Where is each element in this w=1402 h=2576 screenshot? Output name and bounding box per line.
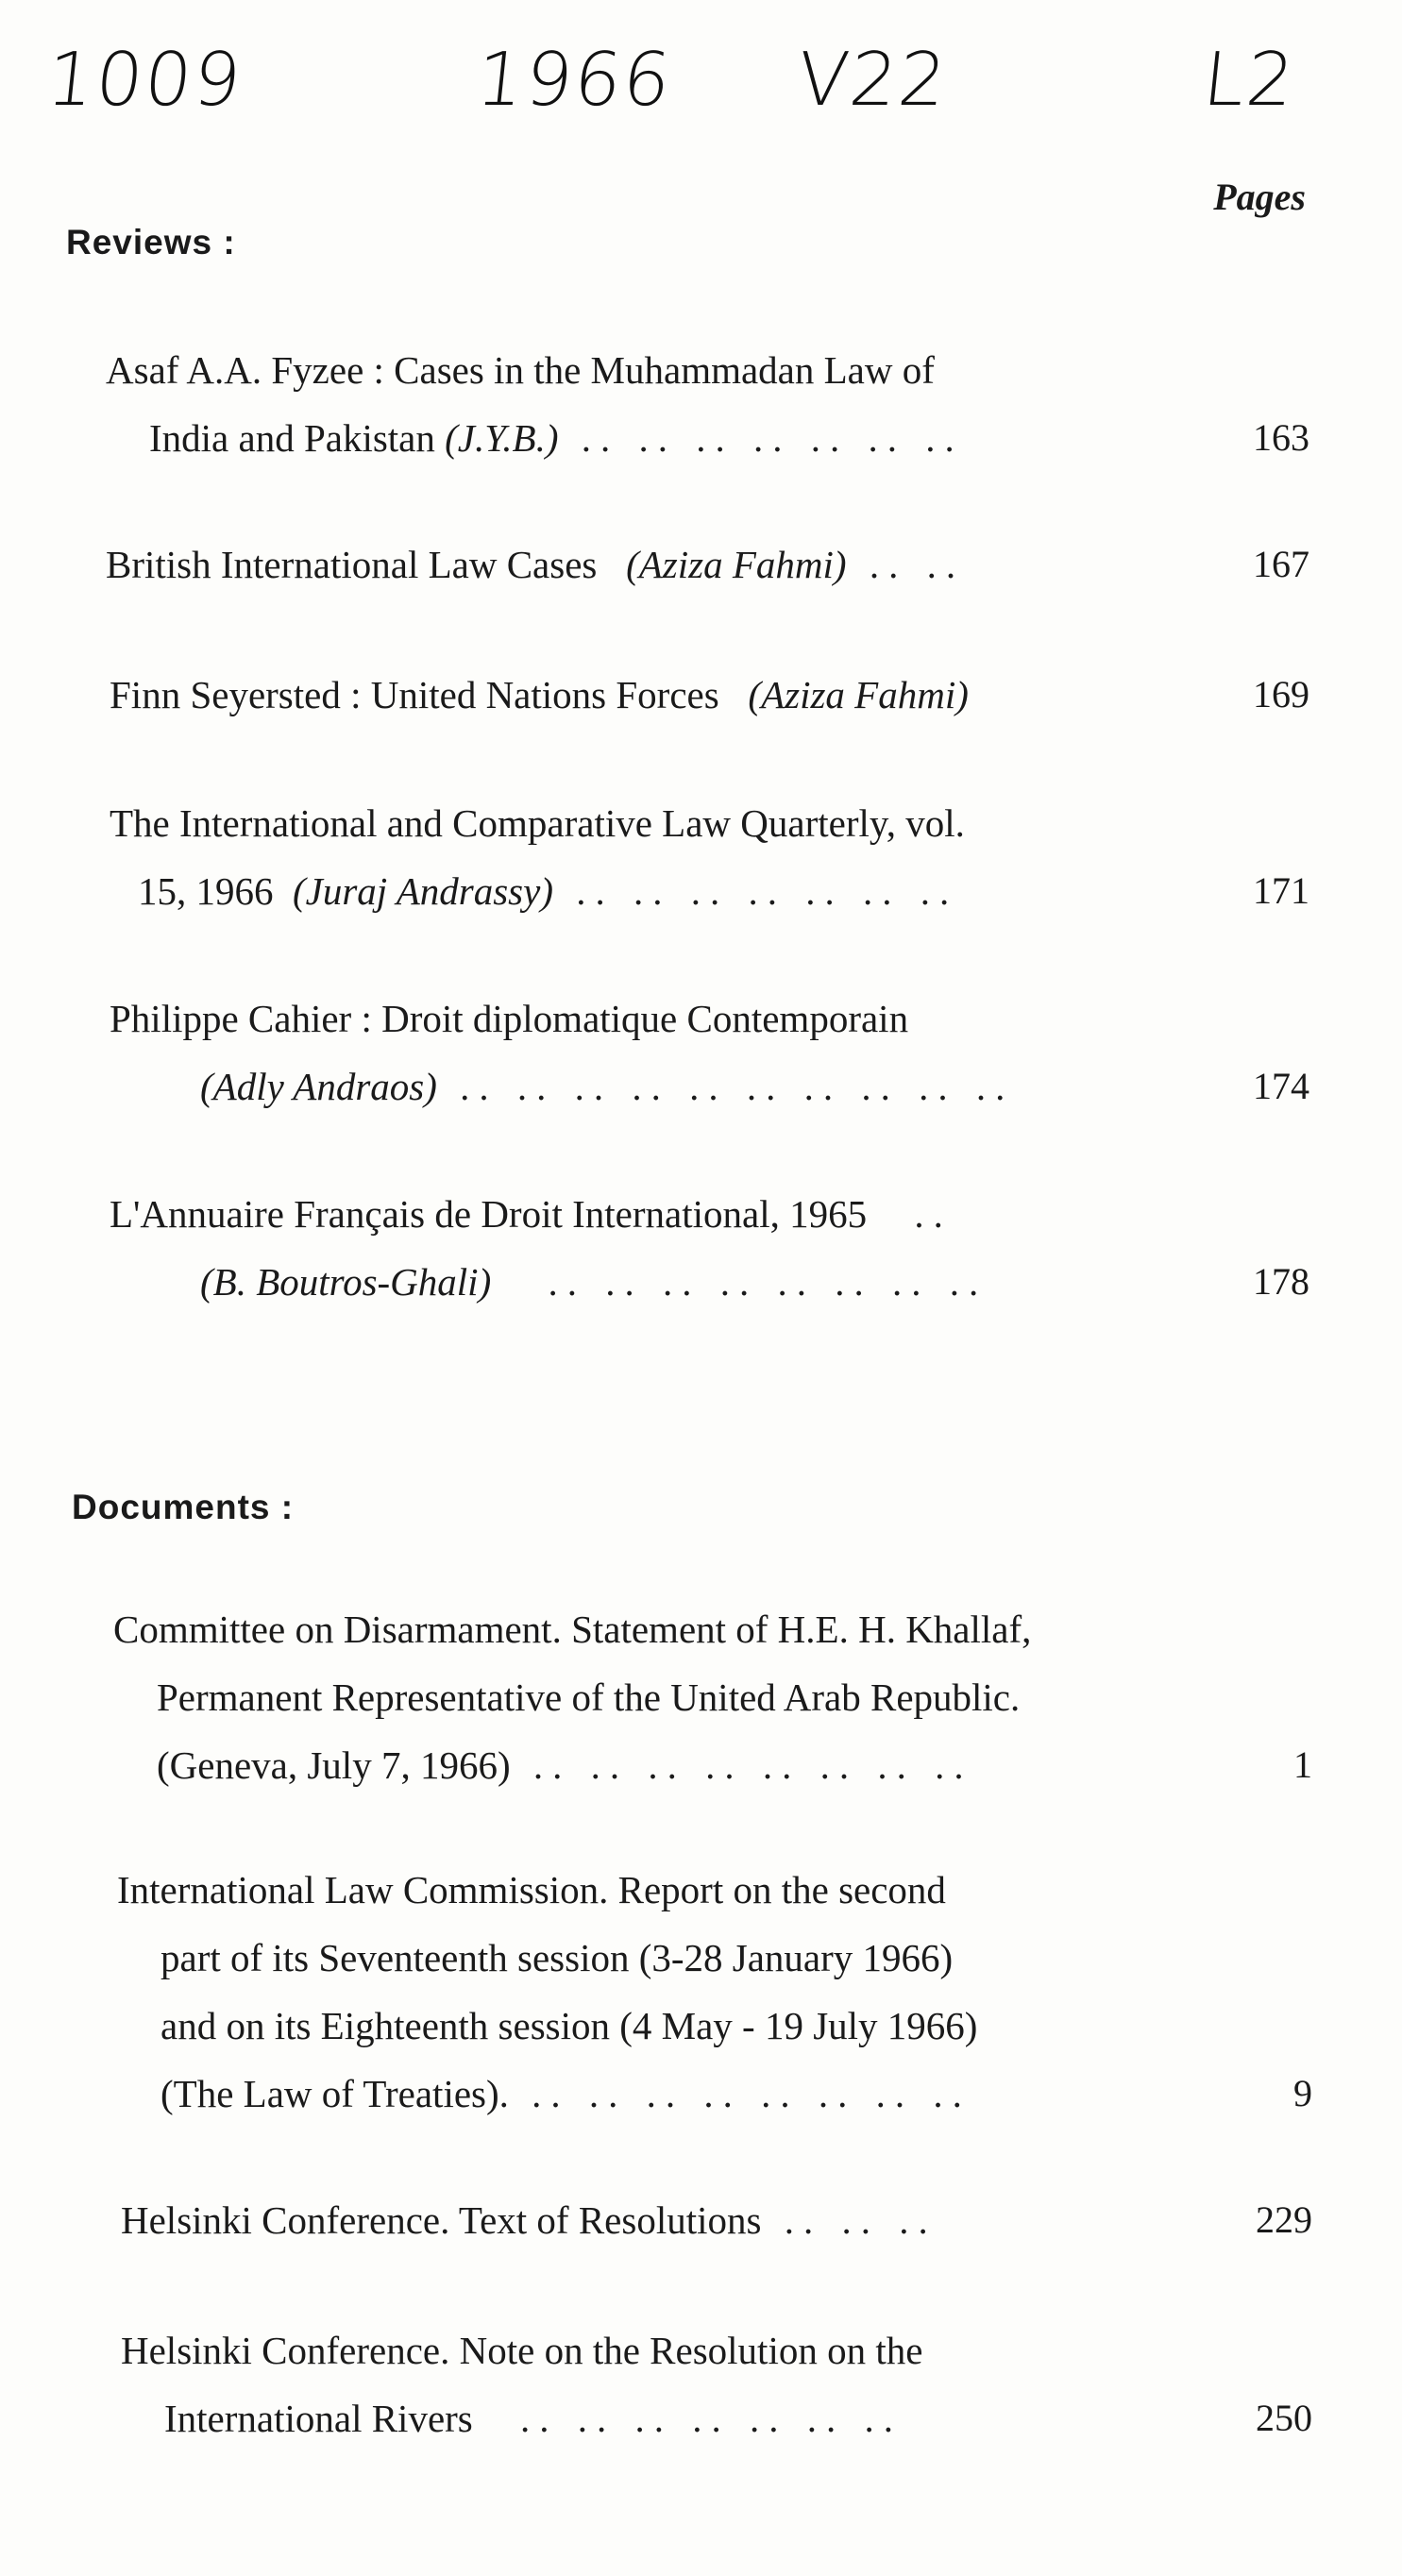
page-number: 1	[1293, 1743, 1312, 1786]
page-number: 174	[1253, 1065, 1309, 1107]
entry-title-line: India and Pakistan	[149, 416, 435, 460]
leader-dots: .. .. .. .. .. .. .. ..	[532, 1743, 973, 1787]
handwritten-note-part: L2	[1199, 38, 1300, 123]
entry-author: (Juraj Andrassy)	[293, 869, 553, 913]
toc-entry[interactable]	[106, 530, 1309, 598]
toc-entry[interactable]	[110, 661, 1309, 729]
page-number: 178	[1253, 1260, 1309, 1303]
entry-title-line: (Geneva, July 7, 1966)	[157, 1743, 511, 1787]
entry-title-line: Committee on Disarmament. Statement of H.E. H. Khallaf,	[113, 1608, 1032, 1651]
entry-title-line: International Rivers	[164, 2397, 473, 2440]
toc-entry[interactable]	[121, 2316, 1312, 2452]
entry-title-line: part of its Seventeenth session (3-28 January 1966)	[160, 1936, 954, 1979]
entry-title-line: The International and Comparative Law Quarterly, vol.	[110, 801, 965, 845]
page-number: 169	[1253, 673, 1309, 716]
toc-entry[interactable]	[110, 985, 1309, 1120]
leader-dots: .. .. .. .. .. .. ..	[581, 416, 964, 460]
leader-dots: .. .. .. .. .. .. ..	[576, 869, 959, 913]
toc-entry[interactable]	[113, 1595, 1312, 1799]
entry-title-line: Finn Seyersted : United Nations Forces	[110, 673, 719, 716]
toc-entry[interactable]	[117, 1856, 1312, 2128]
entry-title-line: L'Annuaire Français de Droit International, 1965	[110, 1192, 868, 1236]
entry-title-line: British International Law Cases	[106, 543, 598, 586]
page-number: 229	[1256, 2198, 1312, 2241]
entry-title-line: Helsinki Conference. Note on the Resolution on the	[121, 2329, 923, 2372]
leader-dots: .. .. .. .. .. .. .. ..	[548, 1260, 988, 1304]
leader-dots: .. .. .. .. .. .. .. .. .. ..	[460, 1065, 1015, 1108]
leader-dots: ..	[914, 1192, 953, 1236]
entry-title-line: (The Law of Treaties).	[160, 2072, 509, 2115]
entry-title-line: Helsinki Conference. Text of Resolutions	[121, 2198, 762, 2242]
toc-entry[interactable]	[106, 336, 1309, 472]
entry-title-line: International Law Commission. Report on the second	[117, 1868, 946, 1911]
reviews-heading: Reviews :	[66, 223, 236, 261]
page-number: 250	[1256, 2397, 1312, 2439]
page-number: 163	[1253, 416, 1309, 459]
toc-entry[interactable]	[110, 789, 1309, 925]
entry-title-line: Philippe Cahier : Droit diplomatique Contemporain	[110, 997, 909, 1040]
entry-author: (Aziza Fahmi)	[748, 673, 969, 716]
entry-author: (Adly Andraos)	[200, 1065, 437, 1108]
entry-title-line: and on its Eighteenth session (4 May - 19 July 1966)	[160, 2004, 978, 2047]
handwritten-note-number: 1009	[42, 38, 247, 123]
toc-entry[interactable]	[110, 1180, 1309, 1316]
leader-dots: .. ..	[869, 543, 966, 586]
pages-column-label: Pages	[1213, 176, 1306, 218]
entry-title-line: Asaf A.A. Fyzee : Cases in the Muhammadan Law of	[106, 348, 935, 392]
leader-dots: .. .. ..	[784, 2198, 937, 2242]
documents-heading: Documents :	[72, 1488, 295, 1526]
entry-author: (Aziza Fahmi)	[626, 543, 847, 586]
entry-title-line: 15, 1966	[138, 869, 274, 913]
page-number: 167	[1253, 543, 1309, 585]
handwritten-note-volume: V22	[793, 38, 953, 123]
entry-author: (B. Boutros-Ghali)	[200, 1260, 492, 1304]
handwritten-note-year: 1966	[472, 38, 677, 123]
leader-dots: .. .. .. .. .. .. ..	[520, 2397, 904, 2440]
entry-title-line: Permanent Representative of the United Arab Republic.	[157, 1675, 1021, 1719]
entry-author: (J.Y.B.)	[445, 416, 559, 460]
page-number: 171	[1253, 869, 1309, 912]
toc-entry[interactable]	[121, 2186, 1312, 2254]
leader-dots: .. .. .. .. .. .. .. ..	[532, 2072, 971, 2115]
page-number: 9	[1293, 2072, 1312, 2114]
